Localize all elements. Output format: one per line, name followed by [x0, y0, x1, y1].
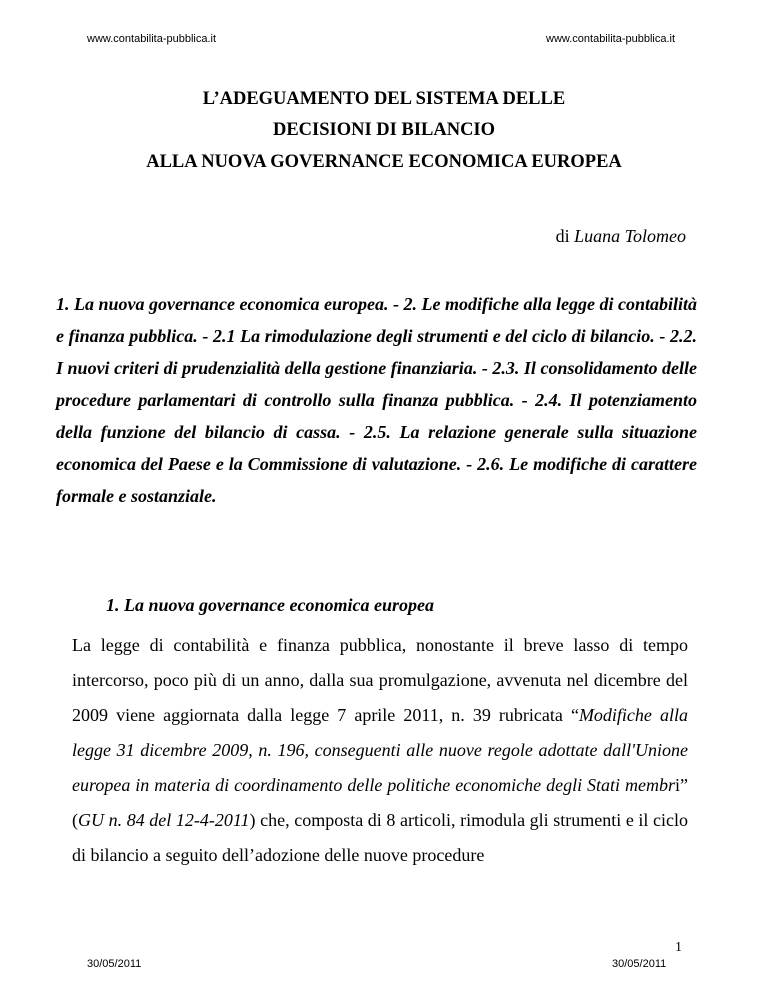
header-right-url: www.contabilita-pubblica.it — [546, 33, 676, 45]
header-left-url: www.contabilita-pubblica.it — [87, 33, 217, 45]
title-line-2: DECISIONI DI BILANCIO — [272, 120, 496, 140]
author-line — [556, 226, 686, 247]
body-text-mid: ” ( — [72, 775, 688, 830]
page-number: 1 — [675, 940, 682, 955]
author-prefix: di — [555, 226, 570, 246]
table-of-contents: 1. La nuova governance economica europea. - 2. Le modifiche alla legge di contabilità e finanza pubblica. - 2.1 La rimodulazione degli strumenti e del ciclo di bilancio. - 2.2. I nuovi criteri di prudenzialità della gestione finanziaria. - 2.3. Il consolidamento delle procedure parlamentari di controllo sulla finanza pubblica. - 2.4. Il potenziamento della funzione del bilancio di cassa. - 2.5. La relazione generale sulla situazione economica del Paese e la Commissione di valutazione. - 2.6. Le modifiche di carattere formale e sostanziale. — [56, 294, 697, 506]
title-line-1: L’ADEGUAMENTO DEL SISTEMA DELLE — [202, 89, 566, 109]
body-text-i: i — [674, 775, 680, 795]
footer-right-date: 30/05/2011 — [612, 958, 667, 970]
title-line-3: ALLA NUOVA GOVERNANCE ECONOMICA EUROPEA — [146, 152, 622, 172]
body-text-1: La legge di contabilità e finanza pubblica, nonostante il breve lasso di tempo intercorso, poco più di un anno, dalla sua promulgazione, avvenuta nel dicembre del 2009 viene aggiornata dalla legge 7 aprile 2011, n. 39 rubricata “ — [72, 635, 688, 725]
gazette-ref-italic: GU n. 84 del 12-4-2011 — [78, 810, 250, 830]
body-paragraph — [72, 628, 688, 873]
law-title-italic: Modifiche alla legge 31 dicembre 2009, n. 196, conseguenti alle nuove regole adottate dall'Unione europea in materia di coordinamento delle politiche economiche degli Stati membr — [72, 705, 688, 795]
section-heading: 1. La nuova governance economica europea — [106, 595, 434, 615]
footer-left-date: 30/05/2011 — [87, 958, 142, 970]
body-text-end: ) che, composta di 8 articoli, rimodula gli strumenti e il ciclo di bilancio a seguito dell’adozione delle nuove procedure — [72, 810, 689, 865]
author-name: Luana Tolomeo — [574, 226, 686, 246]
